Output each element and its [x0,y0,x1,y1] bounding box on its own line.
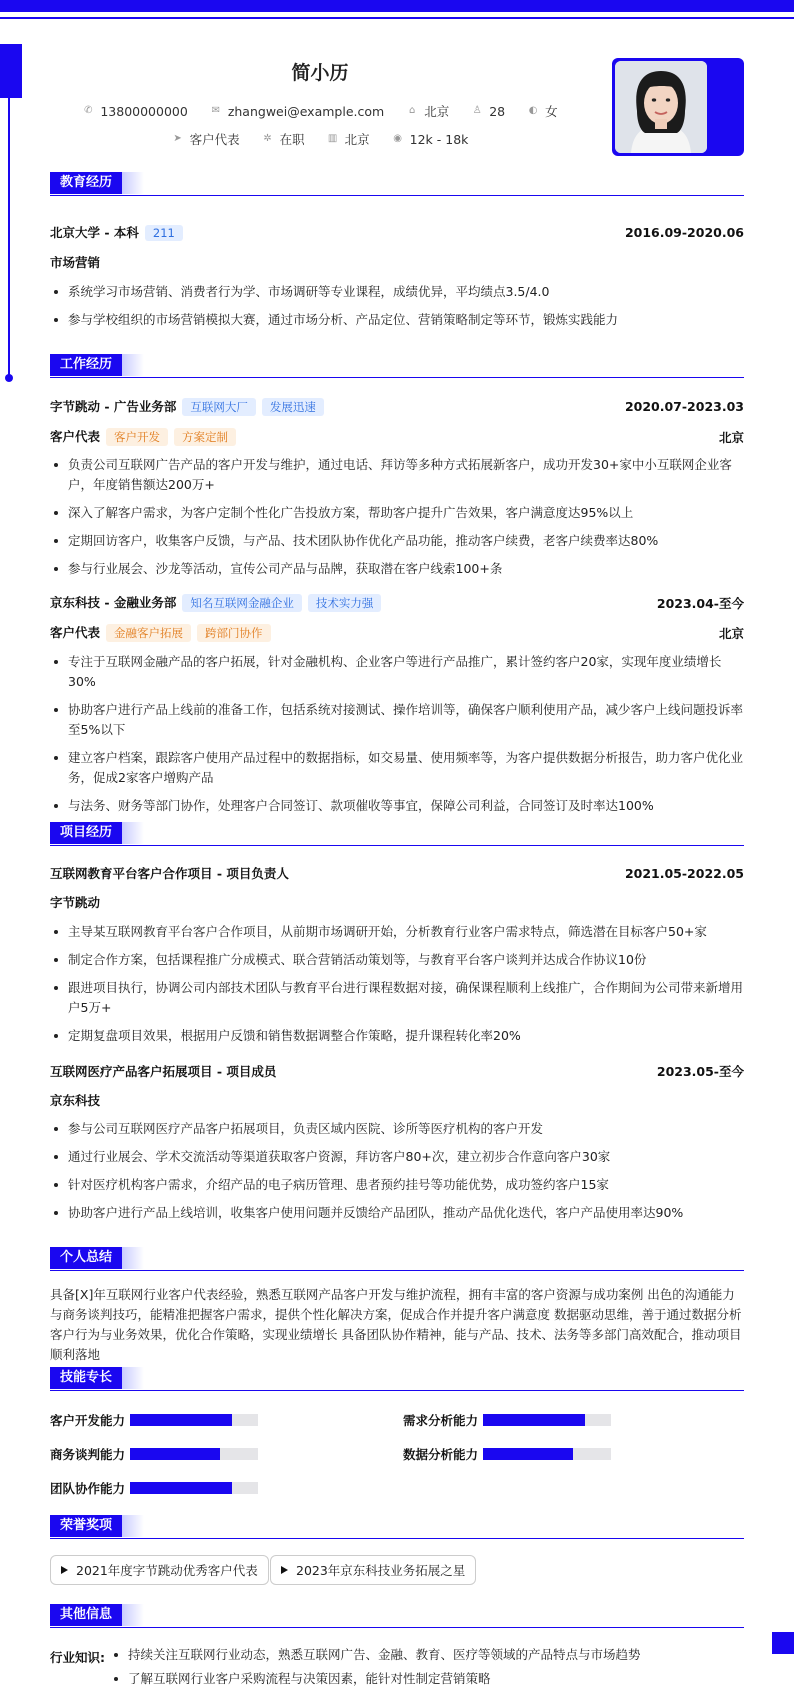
project-org-2 [50,1091,744,1109]
project-title: 互联网教育平台客户合作项目 - 项目负责人 [50,866,289,881]
company: 字节跳动 - 广告业务部 [50,399,177,414]
resume-name: 简小历 [291,62,349,84]
salary-icon: ◉ [393,133,402,144]
work-header-1 [50,397,744,416]
major: 市场营销 [50,255,101,270]
work-role-1 [50,427,744,446]
project-date: 2023.05-至今 [656,1064,744,1079]
job-intent-row [0,130,640,148]
other-label: 行业知识: [50,1650,105,1665]
skill-name: 需求分析能力 [403,1413,479,1428]
section-title: 工作经历 [50,354,122,376]
list-item: 制定合作方案，包括课程推广分成模式、联合营销活动策划等，与教育平台客户谈判并达成合作协议10份 [50,950,744,970]
role: 客户代表 [50,625,101,640]
list-item: 跟进项目执行，协调公司内部技术团队与教育平台进行课程数据对接，确保课程顺利上线推广，合作期间为公司带来新增用户5万+ [50,978,744,1018]
gender: 女 [545,104,558,119]
section-honors [50,1515,744,1539]
company: 京东科技 - 金融业务部 [50,595,177,610]
list-item: 了解互联网行业客户采购流程与决策因素，能针对性制定营销策略 [110,1669,750,1689]
project-org: 字节跳动 [50,895,101,910]
work-location: 北京 [718,429,744,445]
target-city: 北京 [344,132,370,147]
skill-item [50,1479,258,1497]
top-accent-line [0,17,794,19]
project-bullets-2 [50,1119,744,1231]
email-icon: ✉ [211,105,221,116]
company-tag: 发展迅速 [262,398,324,416]
list-item: 协助客户进行产品上线培训，收集客户使用问题并反馈给产品团队，推动产品优化迭代，客户产品使用率达90% [50,1203,744,1223]
profile-photo [615,61,707,153]
skill-item [50,1411,258,1429]
education-date: 2016.09-2020.06 [624,224,744,240]
list-item: 负责公司互联网广告产品的客户开发与维护，通过电话、拜访等多种方式拓展新客户，成功开发30+家中小互联网企业客户，年度销售额达200万+ [50,455,744,495]
left-accent-dot [5,374,13,382]
role-tag: 跨部门协作 [197,624,271,642]
section-other [50,1604,744,1628]
list-item: 系统学习市场营销、消费者行为学、市场调研等专业课程，成绩优异，平均绩点3.5/4.0 [50,282,744,302]
location: 北京 [424,104,450,119]
list-item: 参与学校组织的市场营销模拟大赛，通过市场分析、产品定位、营销策略制定等环节，锻炼实践能力 [50,310,744,330]
send-icon: ➤ [173,133,182,144]
contact-row [0,102,640,120]
skill-item [403,1411,611,1429]
triangle-icon [61,1566,68,1574]
project-date: 2021.05-2022.05 [624,865,744,881]
education-header [50,223,744,241]
age-icon: ♙ [472,105,482,116]
company-tag: 技术实力强 [308,594,382,612]
skill-bar [130,1448,258,1460]
honor-item [270,1555,476,1585]
school-badge: 211 [145,225,183,241]
skill-bar [483,1414,611,1426]
section-title: 教育经历 [50,172,122,194]
skill-level-fill [483,1448,573,1460]
skill-name: 客户开发能力 [50,1413,126,1428]
skill-name: 商务谈判能力 [50,1447,126,1462]
school: 北京大学 - 本科 [50,225,139,240]
skill-level-fill [130,1414,232,1426]
skill-item [50,1445,258,1463]
list-item: 参与行业展会、沙龙等活动，宣传公司产品与品牌，获取潜在客户线索100+条 [50,559,744,579]
skill-item [403,1445,611,1463]
company-tag: 互联网大厂 [182,398,256,416]
list-item: 与法务、财务等部门协作，处理客户合同签订、款项催收等事宜，保障公司利益，合同签订及时率达100% [50,796,744,816]
project-header-2 [50,1062,744,1080]
honor-text: 2021年度字节跳动优秀客户代表 [76,1563,258,1578]
list-item: 主导某互联网教育平台客户合作项目，从前期市场调研开始，分析教育行业客户需求特点，筛选潜在目标客户50+家 [50,922,744,942]
list-item: 定期复盘项目效果，根据用户反馈和销售数据调整合作策略，提升课程转化率20% [50,1026,744,1046]
skill-name: 团队协作能力 [50,1481,126,1496]
status-icon: ✲ [263,133,272,144]
triangle-icon [281,1566,288,1574]
work-role-2 [50,623,744,642]
section-title: 其他信息 [50,1604,122,1626]
right-accent-block [772,1632,794,1654]
salary: 12k - 18k [409,131,469,147]
work-bullets-1 [50,455,744,587]
skill-name: 数据分析能力 [403,1447,479,1462]
role-tag: 金融客户拓展 [106,624,191,642]
skill-bar [483,1448,611,1460]
job-target: 客户代表 [189,132,240,147]
project-bullets-1 [50,922,744,1054]
other-bullets [110,1645,750,1689]
phone: 13800000000 [100,103,188,119]
project-header-1 [50,864,744,882]
section-title: 技能专长 [50,1367,122,1389]
list-item: 参与公司互联网医疗产品客户拓展项目，负责区域内医院、诊所等医疗机构的客户开发 [50,1119,744,1139]
role-tag: 客户开发 [106,428,168,446]
work-date: 2023.04-至今 [656,595,744,611]
list-item: 持续关注互联网行业动态，熟悉互联网广告、金融、教育、医疗等领域的产品特点与市场趋势 [110,1645,750,1665]
section-title: 荣誉奖项 [50,1515,122,1537]
skill-level-fill [130,1448,220,1460]
honor-item [50,1555,269,1585]
list-item: 专注于互联网金融产品的客户拓展，针对金融机构、企业客户等进行产品推广，累计签约客户20家，实现年度业绩增长30% [50,652,744,692]
section-skills [50,1367,744,1391]
skill-level-fill [483,1414,585,1426]
summary-text: 具备[X]年互联网行业客户代表经验，熟悉互联网产品客户开发与维护流程，拥有丰富的客户资源与成功案例 出色的沟通能力与商务谈判技巧，能精准把握客户需求，提供个性化解决方案，促成合作并提升客户满意度 数据驱动思维，善于通过数据分析客户行为与业务效果，优化合作策略，实现业绩增长 具备团队协作精神，能与产品、技术、法务等多部门高效配合，推动项目顺利落地 [50,1287,742,1362]
section-title: 项目经历 [50,822,122,844]
honor-text: 2023年京东科技业务拓展之星 [296,1563,466,1578]
section-work [50,354,744,378]
list-item: 针对医疗机构客户需求，介绍产品的电子病历管理、患者预约挂号等功能优势，成功签约客户15家 [50,1175,744,1195]
role: 客户代表 [50,429,101,444]
skill-bar [130,1482,258,1494]
email: zhangwei@example.com [227,103,385,119]
section-projects [50,822,744,846]
list-item: 通过行业展会、学术交流活动等渠道获取客户资源，拜访客户80+次，建立初步合作意向客户30家 [50,1147,744,1167]
work-bullets-2 [50,652,744,824]
list-item: 定期回访客户，收集客户反馈，与产品、技术团队协作优化产品功能，推动客户续费，老客户续费率达80% [50,531,744,551]
location-icon: ⌂ [409,105,416,116]
list-item: 深入了解客户需求，为客户定制个性化广告投放方案，帮助客户提升广告效果，客户满意度达95%以上 [50,503,744,523]
gender-icon: ◐ [528,105,538,116]
skill-level-fill [130,1482,232,1494]
city-icon: ▥ [327,133,338,144]
list-item: 建立客户档案，跟踪客户使用产品过程中的数据指标，如交易量、使用频率等，为客户提供数据分析报告，助力客户优化业务，促成2家客户增购产品 [50,748,744,788]
work-date: 2020.07-2023.03 [624,399,744,414]
phone-icon: ✆ [84,105,93,116]
work-header-2 [50,593,744,612]
section-title: 个人总结 [50,1247,122,1269]
list-item: 协助客户进行产品上线前的准备工作，包括系统对接测试、操作培训等，确保客户顺利使用产品，减少客户上线问题投诉率至5%以下 [50,700,744,740]
education-bullets [50,282,744,338]
top-accent-bar [0,0,794,12]
major-row [50,253,744,271]
age: 28 [489,103,506,119]
section-education [50,172,744,196]
work-location: 北京 [718,625,744,641]
section-summary [50,1247,744,1271]
job-status: 在职 [279,132,305,147]
skill-bar [130,1414,258,1426]
project-org-1 [50,893,744,911]
company-tag: 知名互联网金融企业 [182,594,302,612]
role-tag: 方案定制 [174,428,236,446]
project-title: 互联网医疗产品客户拓展项目 - 项目成员 [50,1064,277,1079]
project-org: 京东科技 [50,1093,101,1108]
